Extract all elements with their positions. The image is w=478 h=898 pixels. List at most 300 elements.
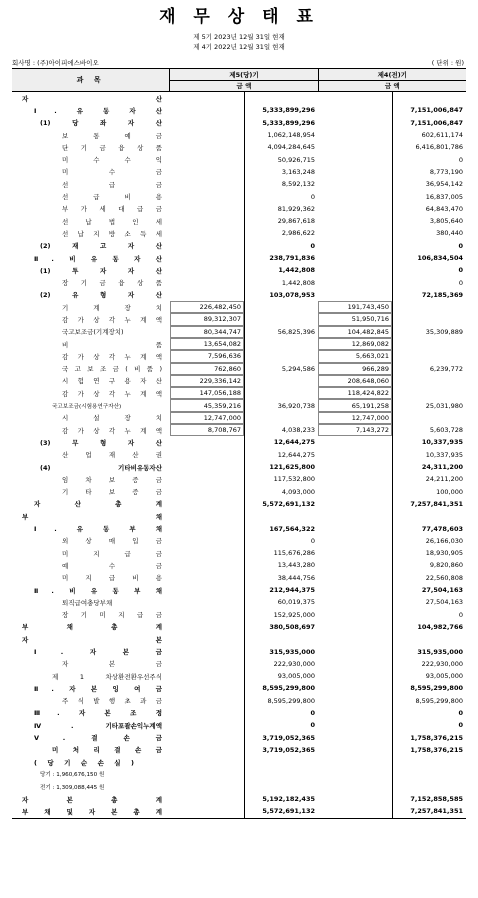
account-cell	[12, 510, 170, 522]
previous-total-cell: 64,843,470	[392, 203, 466, 215]
previous-detail-cell	[318, 781, 392, 793]
reporting-periods	[0, 32, 478, 52]
previous-total-cell: 7,151,006,847	[392, 104, 466, 116]
current-detail-cell	[170, 682, 244, 694]
current-detail-cell: 80,344,747	[170, 326, 244, 338]
current-detail-cell	[170, 190, 244, 202]
previous-detail-cell	[318, 141, 392, 153]
previous-detail-cell	[318, 178, 392, 190]
previous-detail-cell	[318, 584, 392, 596]
previous-detail-cell	[318, 645, 392, 657]
account-cell	[12, 387, 170, 399]
current-detail-cell	[170, 756, 244, 768]
previous-detail-cell	[318, 522, 392, 534]
table-row	[12, 719, 466, 731]
previous-detail-cell: 191,743,450	[318, 301, 392, 313]
previous-detail-cell: 966,289	[318, 363, 392, 375]
previous-total-cell: 22,560,808	[392, 572, 466, 584]
table-row	[12, 461, 466, 473]
current-total-cell: 4,094,284,645	[244, 141, 318, 153]
table-body	[12, 92, 466, 818]
account-cell	[12, 547, 170, 559]
account-label: 당기 : 1,960,676,150 원	[40, 772, 105, 779]
previous-detail-cell	[318, 461, 392, 473]
previous-total-cell: 0	[392, 276, 466, 288]
previous-detail-cell: 208,648,060	[318, 375, 392, 387]
account-cell	[12, 584, 170, 596]
previous-total-cell: 16,837,005	[392, 190, 466, 202]
account-label: 산 업 재 산 권	[62, 451, 162, 460]
current-detail-cell: 7,596,636	[170, 350, 244, 362]
previous-total-cell: 93,005,000	[392, 670, 466, 682]
current-total-cell: 238,791,836	[244, 252, 318, 264]
account-label: 임 차 보 증 금	[62, 475, 162, 484]
current-detail-cell	[170, 117, 244, 129]
account-label: 부 채 및 자 본 총 계	[22, 807, 162, 816]
header-current-period	[170, 69, 318, 91]
account-cell	[12, 596, 170, 608]
account-cell	[12, 621, 170, 633]
current-total-cell: 315,935,000	[244, 645, 318, 657]
current-total-cell: 38,444,756	[244, 572, 318, 584]
account-label: 부 채 총 계	[22, 623, 162, 632]
account-cell	[12, 178, 170, 190]
account-label: 기 타 보 증 금	[62, 488, 162, 497]
current-detail-cell	[170, 744, 244, 756]
account-cell	[12, 301, 170, 313]
current-detail-cell	[170, 768, 244, 780]
table-row	[12, 178, 466, 190]
table-row	[12, 412, 466, 424]
table-row	[12, 535, 466, 547]
previous-detail-cell	[318, 510, 392, 522]
current-total-cell: 5,333,899,296	[244, 104, 318, 116]
previous-detail-cell	[318, 793, 392, 805]
account-label: (3) 무 형 자 산	[40, 438, 162, 447]
current-total-cell: 117,532,800	[244, 473, 318, 485]
current-total-cell	[244, 387, 318, 399]
previous-detail-cell	[318, 227, 392, 239]
account-label: 제 1 차상환전환우선주식	[52, 672, 162, 681]
account-cell	[12, 289, 170, 301]
previous-total-cell: 26,166,030	[392, 535, 466, 547]
account-label: Ⅳ. 기타포괄손익누계액	[34, 721, 162, 730]
current-total-cell: 36,920,738	[244, 399, 318, 411]
current-total-cell: 1,062,148,954	[244, 129, 318, 141]
previous-total-cell	[392, 338, 466, 350]
previous-total-cell	[392, 387, 466, 399]
account-label: 선 급 금	[62, 180, 162, 189]
table-row	[12, 166, 466, 178]
previous-total-cell: 602,611,174	[392, 129, 466, 141]
table-row	[12, 399, 466, 411]
account-cell	[12, 744, 170, 756]
account-cell	[12, 707, 170, 719]
current-total-cell	[244, 350, 318, 362]
account-label: 전기 : 1,309,088,445 원	[40, 784, 105, 791]
current-total-cell	[244, 313, 318, 325]
current-total-cell: 0	[244, 707, 318, 719]
previous-total-cell: 380,440	[392, 227, 466, 239]
table-row	[12, 129, 466, 141]
header-previous-period	[319, 69, 466, 91]
table-row	[12, 436, 466, 448]
account-cell	[12, 363, 170, 375]
current-total-cell	[244, 510, 318, 522]
table-row	[12, 510, 466, 522]
table-row	[12, 338, 466, 350]
current-detail-cell	[170, 805, 244, 817]
previous-detail-cell	[318, 633, 392, 645]
current-total-cell: 5,572,691,132	[244, 805, 318, 817]
account-label: 국고보조금(시험용연구자산)	[52, 403, 122, 410]
table-row	[12, 731, 466, 743]
current-total-cell	[244, 301, 318, 313]
current-total-cell: 121,625,800	[244, 461, 318, 473]
previous-total-cell: 5,603,728	[392, 424, 466, 436]
previous-detail-cell	[318, 608, 392, 620]
previous-total-cell: 9,820,860	[392, 559, 466, 571]
current-detail-cell	[170, 633, 244, 645]
previous-total-cell: 7,151,006,847	[392, 117, 466, 129]
table-row	[12, 547, 466, 559]
previous-total-cell: 72,185,369	[392, 289, 466, 301]
account-cell	[12, 756, 170, 768]
current-total-cell: 93,005,000	[244, 670, 318, 682]
table-header	[12, 69, 466, 92]
account-cell	[12, 473, 170, 485]
table-row	[12, 805, 466, 817]
account-cell	[12, 424, 170, 436]
current-total-cell: 29,867,618	[244, 215, 318, 227]
table-row	[12, 608, 466, 620]
current-detail-cell	[170, 203, 244, 215]
previous-total-cell: 7,152,858,585	[392, 793, 466, 805]
table-row	[12, 596, 466, 608]
account-cell	[12, 695, 170, 707]
header-account: 과 목	[12, 69, 170, 91]
previous-total-cell: 7,257,841,351	[392, 498, 466, 510]
account-label: 자 본 금	[62, 660, 162, 669]
current-total-cell: 3,719,052,365	[244, 731, 318, 743]
current-detail-cell: 147,056,188	[170, 387, 244, 399]
account-cell	[12, 252, 170, 264]
account-label: Ⅰ. 유 동 자 산	[34, 106, 162, 115]
current-detail-cell	[170, 141, 244, 153]
current-detail-cell	[170, 695, 244, 707]
previous-total-cell	[392, 375, 466, 387]
previous-detail-cell: 104,482,845	[318, 326, 392, 338]
previous-total-cell: 100,000	[392, 486, 466, 498]
current-detail-cell	[170, 731, 244, 743]
current-detail-cell	[170, 621, 244, 633]
current-detail-cell: 762,860	[170, 363, 244, 375]
account-label: Ⅱ. 비 유 동 부 채	[34, 586, 162, 595]
current-total-cell: 1,442,808	[244, 276, 318, 288]
previous-detail-cell	[318, 252, 392, 264]
table-row	[12, 350, 466, 362]
account-cell	[12, 129, 170, 141]
current-total-cell	[244, 412, 318, 424]
previous-total-cell: 0	[392, 608, 466, 620]
account-cell	[12, 645, 170, 657]
previous-total-cell: 222,930,000	[392, 658, 466, 670]
previous-detail-cell	[318, 289, 392, 301]
previous-detail-cell	[318, 695, 392, 707]
current-total-cell: 8,595,299,800	[244, 695, 318, 707]
previous-total-cell: 8,595,299,800	[392, 695, 466, 707]
header-current-label: 제5(당)기	[170, 69, 317, 81]
current-detail-cell	[170, 92, 244, 104]
previous-detail-cell	[318, 117, 392, 129]
previous-total-cell: 0	[392, 719, 466, 731]
current-total-cell: 222,930,000	[244, 658, 318, 670]
previous-detail-cell	[318, 129, 392, 141]
unit-label: ( 단위 : 원)	[431, 59, 464, 67]
previous-total-cell: 106,834,504	[392, 252, 466, 264]
current-detail-cell: 13,654,082	[170, 338, 244, 350]
current-total-cell: 5,333,899,296	[244, 117, 318, 129]
table-row	[12, 240, 466, 252]
account-label: 비 품	[62, 340, 162, 349]
current-detail-cell	[170, 658, 244, 670]
current-total-cell: 8,595,299,800	[244, 682, 318, 694]
table-row	[12, 313, 466, 325]
account-label: 자 본 총 계	[22, 795, 162, 804]
current-detail-cell	[170, 436, 244, 448]
account-cell	[12, 781, 170, 793]
previous-total-cell: 0	[392, 153, 466, 165]
table-row	[12, 658, 466, 670]
current-detail-cell	[170, 166, 244, 178]
account-label: ( 당 기 순 손 실 )	[34, 758, 134, 767]
current-detail-cell	[170, 559, 244, 571]
previous-total-cell	[392, 350, 466, 362]
previous-detail-cell: 12,869,082	[318, 338, 392, 350]
current-total-cell: 81,929,362	[244, 203, 318, 215]
previous-detail-cell: 65,191,258	[318, 399, 392, 411]
account-cell	[12, 190, 170, 202]
current-detail-cell	[170, 215, 244, 227]
account-label: 시 험 연 구 용 자 산	[62, 377, 162, 386]
account-cell	[12, 399, 170, 411]
account-cell	[12, 608, 170, 620]
table-row	[12, 633, 466, 645]
previous-detail-cell	[318, 670, 392, 682]
current-detail-cell	[170, 178, 244, 190]
previous-total-cell: 18,930,905	[392, 547, 466, 559]
current-detail-cell	[170, 227, 244, 239]
previous-detail-cell	[318, 805, 392, 817]
account-label: 부 가 세 대 급 금	[62, 205, 162, 214]
current-total-cell: 4,093,000	[244, 486, 318, 498]
current-total-cell	[244, 781, 318, 793]
table-row	[12, 326, 466, 338]
previous-detail-cell: 51,950,716	[318, 313, 392, 325]
previous-detail-cell	[318, 203, 392, 215]
previous-detail-cell	[318, 449, 392, 461]
account-label: 선 급 비 용	[62, 193, 162, 202]
table-row	[12, 768, 466, 780]
previous-detail-cell	[318, 744, 392, 756]
current-detail-cell: 45,359,216	[170, 399, 244, 411]
previous-total-cell	[392, 301, 466, 313]
current-detail-cell	[170, 645, 244, 657]
account-cell	[12, 793, 170, 805]
current-detail-cell	[170, 584, 244, 596]
table-row	[12, 153, 466, 165]
previous-detail-cell	[318, 276, 392, 288]
previous-total-cell: 3,805,640	[392, 215, 466, 227]
previous-total-cell: 27,504,163	[392, 596, 466, 608]
account-cell	[12, 633, 170, 645]
previous-total-cell: 10,337,935	[392, 436, 466, 448]
account-label: 감 가 상 각 누 계 액	[62, 315, 162, 324]
previous-total-cell: 25,031,980	[392, 399, 466, 411]
table-row	[12, 215, 466, 227]
previous-total-cell	[392, 768, 466, 780]
account-cell	[12, 461, 170, 473]
account-label: 국고보조금(기계장치)	[62, 328, 124, 337]
current-detail-cell	[170, 461, 244, 473]
current-detail-cell	[170, 252, 244, 264]
previous-total-cell	[392, 781, 466, 793]
previous-detail-cell	[318, 473, 392, 485]
table-row	[12, 670, 466, 682]
table-row	[12, 793, 466, 805]
previous-detail-cell	[318, 547, 392, 559]
current-detail-cell	[170, 153, 244, 165]
current-total-cell: 5,572,691,132	[244, 498, 318, 510]
account-label: 감 가 상 각 누 계 액	[62, 426, 162, 435]
current-detail-cell	[170, 104, 244, 116]
current-total-cell: 50,926,715	[244, 153, 318, 165]
current-total-cell: 5,294,586	[244, 363, 318, 375]
current-total-cell: 56,825,396	[244, 326, 318, 338]
table-row	[12, 781, 466, 793]
previous-total-cell	[392, 510, 466, 522]
previous-total-cell: 35,309,889	[392, 326, 466, 338]
current-detail-cell	[170, 535, 244, 547]
current-detail-cell	[170, 608, 244, 620]
account-cell	[12, 682, 170, 694]
current-detail-cell	[170, 510, 244, 522]
table-row	[12, 387, 466, 399]
current-detail-cell	[170, 129, 244, 141]
table-row	[12, 276, 466, 288]
current-detail-cell	[170, 289, 244, 301]
current-total-cell: 380,508,697	[244, 621, 318, 633]
account-cell	[12, 117, 170, 129]
current-total-cell: 0	[244, 190, 318, 202]
account-cell	[12, 486, 170, 498]
previous-detail-cell: 118,424,822	[318, 387, 392, 399]
table-row	[12, 473, 466, 485]
header-previous-label: 제4(전)기	[319, 69, 466, 81]
current-total-cell: 3,719,052,365	[244, 744, 318, 756]
account-cell	[12, 276, 170, 288]
previous-detail-cell	[318, 92, 392, 104]
current-total-cell: 0	[244, 240, 318, 252]
previous-detail-cell	[318, 621, 392, 633]
previous-total-cell: 24,211,200	[392, 473, 466, 485]
current-detail-cell	[170, 707, 244, 719]
balance-sheet-table	[12, 68, 466, 819]
table-row	[12, 104, 466, 116]
current-detail-cell	[170, 596, 244, 608]
current-detail-cell: 229,336,142	[170, 375, 244, 387]
table-row	[12, 744, 466, 756]
previous-detail-cell	[318, 264, 392, 276]
current-detail-cell: 8,708,767	[170, 424, 244, 436]
account-cell	[12, 203, 170, 215]
account-cell	[12, 240, 170, 252]
current-total-cell: 115,676,286	[244, 547, 318, 559]
account-label: (2) 재 고 자 산	[40, 242, 162, 251]
current-total-cell: 2,986,622	[244, 227, 318, 239]
account-cell	[12, 350, 170, 362]
previous-detail-cell	[318, 535, 392, 547]
table-row	[12, 141, 466, 153]
account-cell	[12, 141, 170, 153]
previous-detail-cell	[318, 498, 392, 510]
account-cell	[12, 658, 170, 670]
account-cell	[12, 338, 170, 350]
table-row	[12, 264, 466, 276]
account-label: 감 가 상 각 누 계 액	[62, 389, 162, 398]
account-label: 선 납 법 인 세	[62, 217, 162, 226]
previous-detail-cell	[318, 682, 392, 694]
table-row	[12, 645, 466, 657]
account-label: Ⅲ. 자 본 조 정	[34, 709, 162, 718]
current-total-cell	[244, 768, 318, 780]
current-detail-cell	[170, 276, 244, 288]
account-label: 부 채	[22, 512, 162, 521]
account-label: 미 수 수 익	[62, 156, 162, 165]
current-detail-cell	[170, 498, 244, 510]
account-label: Ⅱ. 비 유 동 자 산	[34, 254, 162, 263]
account-cell	[12, 436, 170, 448]
current-total-cell: 103,078,953	[244, 289, 318, 301]
previous-detail-cell	[318, 190, 392, 202]
previous-detail-cell	[318, 572, 392, 584]
account-label: 선 납 지 방 소 득 세	[62, 229, 162, 238]
previous-total-cell: 10,337,935	[392, 449, 466, 461]
current-detail-cell	[170, 486, 244, 498]
account-label: (1) 투 자 자 산	[40, 266, 162, 275]
account-label: (1) 당 좌 자 산	[40, 119, 162, 128]
previous-total-cell: 104,982,766	[392, 621, 466, 633]
table-row	[12, 621, 466, 633]
table-row	[12, 486, 466, 498]
table-row	[12, 572, 466, 584]
current-total-cell	[244, 756, 318, 768]
account-cell	[12, 572, 170, 584]
previous-total-cell: 24,311,200	[392, 461, 466, 473]
previous-total-cell	[392, 313, 466, 325]
previous-total-cell: 8,595,299,800	[392, 682, 466, 694]
table-row	[12, 363, 466, 375]
account-label: (4) 기타비유동자산	[40, 463, 162, 472]
current-total-cell: 1,442,808	[244, 264, 318, 276]
table-row	[12, 498, 466, 510]
current-detail-cell	[170, 572, 244, 584]
previous-detail-cell	[318, 486, 392, 498]
previous-detail-cell	[318, 166, 392, 178]
account-label: 미 지 급 비 용	[62, 574, 162, 583]
company-name: 회사명 : (주)아이피에스바이오	[12, 59, 99, 67]
previous-total-cell: 77,478,603	[392, 522, 466, 534]
